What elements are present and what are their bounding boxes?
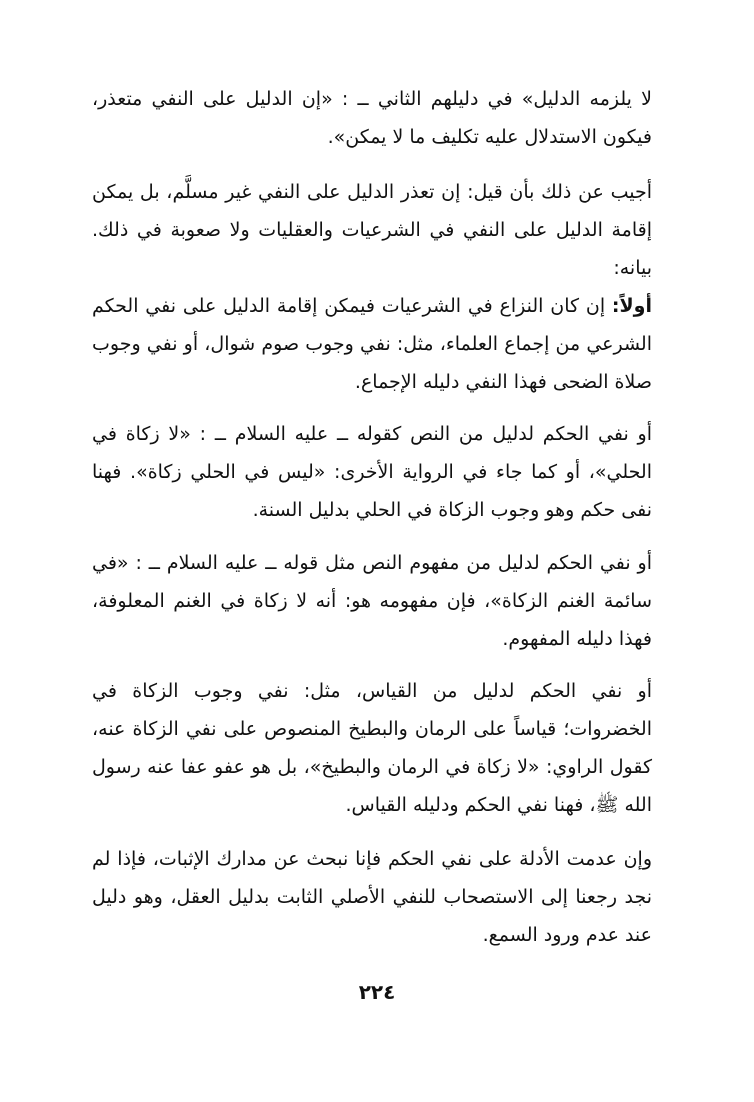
paragraph-1: [92, 80, 652, 156]
paragraph-2-text: أجيب عن ذلك بأن قيل: إن تعذر الدليل على النفي غير مسلَّم، بل يمكن إقامة الدليل على النفي في الشرعيات والعقليات ولا صعوبة في ذلك. بيانه:: [92, 181, 652, 279]
paragraph-4: [92, 415, 652, 529]
paragraph-5: [92, 544, 652, 658]
paragraph-5-text: أو نفي الحكم لدليل من مفهوم النص مثل قوله ــ عليه السلام ــ : «في سائمة الغنم الزكاة»، فإن مفهومه هو: أنه لا زكاة في الغنم المعلوفة، فهذا دليله المفهوم.: [92, 552, 652, 650]
paragraph-6-text: أو نفي الحكم لدليل من القياس، مثل: نفي وجوب الزكاة في الخضروات؛ قياساً على الرمان والبطيخ المنصوص على نفي الزكاة عنه، كقول الراوي: «لا زكاة في الرمان والبطيخ»، بل هو عفو عفا عنه رسول الله ﷺ، فهنا نفي الحكم ودليله القياس.: [92, 680, 652, 816]
paragraph-6: [92, 672, 652, 824]
page-number: ٢٢٤: [358, 980, 396, 1004]
paragraph-3: [92, 287, 652, 401]
paragraph-4-text: أو نفي الحكم لدليل من النص كقوله ــ عليه السلام ــ : «لا زكاة في الحلي»، أو كما جاء في الرواية الأخرى: «ليس في الحلي زكاة». فهنا نفى حكم وهو وجوب الزكاة في الحلي بدليل السنة.: [92, 423, 652, 521]
paragraph-7: [92, 840, 652, 954]
paragraph-3-text: إن كان النزاع في الشرعيات فيمكن إقامة الدليل على نفي الحكم الشرعي من إجماع العلماء، مثل: نفي وجوب صوم شوال، أو نفي وجوب صلاة الضحى فهذا النفي دليله الإجماع.: [92, 295, 652, 393]
paragraph-7-text: وإن عدمت الأدلة على نفي الحكم فإنا نبحث عن مدارك الإثبات، فإذا لم نجد رجعنا إلى الاستصحاب للنفي الأصلي الثابت بدليل العقل، وهو دليل عند عدم ورود السمع.: [92, 848, 652, 946]
paragraph-1-text: لا يلزمه الدليل» في دليلهم الثاني ــ : «إن الدليل على النفي متعذر، فيكون الاستدلال عليه تكليف ما لا يمكن».: [92, 88, 652, 148]
paragraph-3-lead: أولاً:: [611, 295, 652, 317]
paragraph-2: [92, 173, 652, 287]
